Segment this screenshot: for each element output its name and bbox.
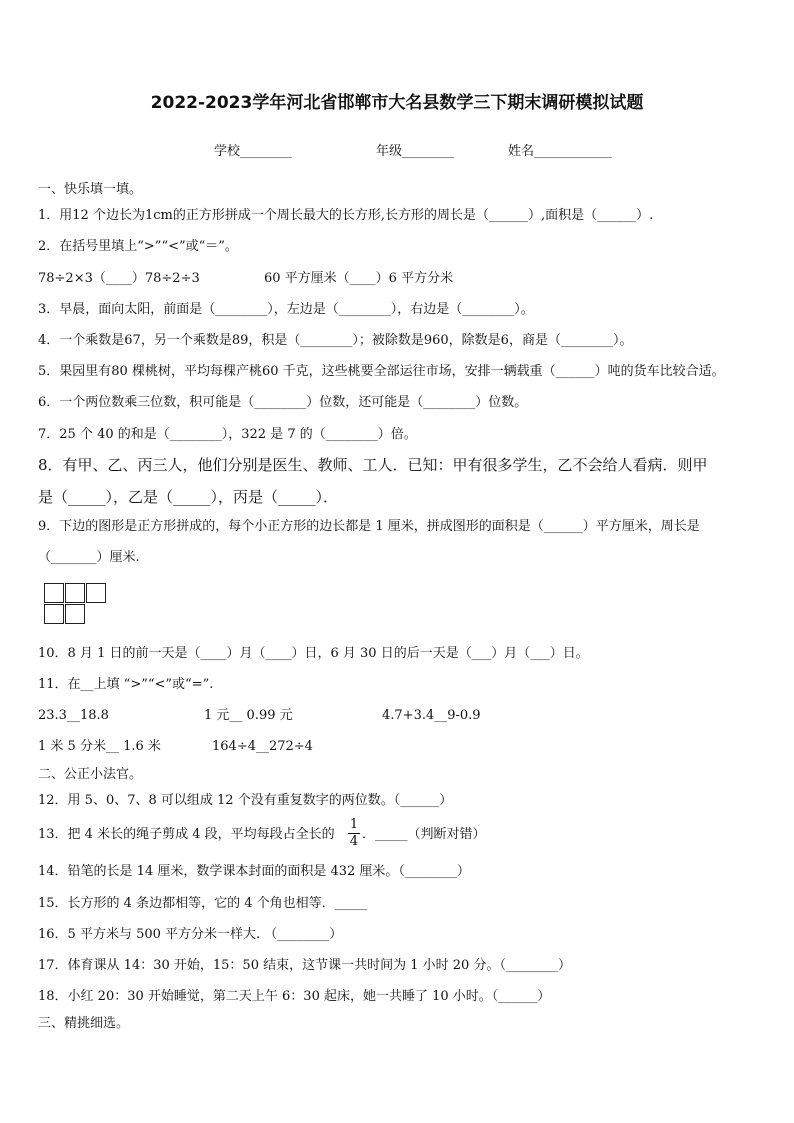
grid-square [44,604,64,624]
question-6: 6．一个两位数乘三位数，积可能是（________）位数，还可能是（________）位数。 [38,395,528,410]
question-11-item-c: 4.7+3.4__9-0.9 [382,708,481,723]
question-11-item-b: 1 元__ 0.99 元 [204,708,293,723]
question-3: 3．早晨，面向太阳，前面是（________），左边是（________），右边是（________）。 [38,302,534,317]
question-5: 5．果园里有80 棵桃树，平均每棵产桃60 千克，这些桃要全部运往市场，安排一辆载重（______）吨的货车比较合适。 [38,364,725,379]
question-11-item-a: 23.3__18.8 [38,708,109,723]
grade-field: 年级________ [376,144,455,159]
page-title: 2022-2023学年河北省邯郸市大名县数学三下期末调研模拟试题 [150,93,644,113]
question-7: 7．25 个 40 的和是（________），322 是 7 的（________）倍。 [38,427,417,442]
question-8-line-1: 8．有甲、乙、丙三人，他们分别是医生、教师、工人．已知：甲有很多学生，乙不会给人看病．则甲 [38,456,708,474]
question-11-item-d: 1 米 5 分米__ 1.6 米 [38,739,161,754]
section-heading-1: 一、快乐填一填。 [38,182,143,197]
question-1: 1．用12 个边长为1cm的正方形拼成一个周长最大的长方形,长方形的周长是（______）,面积是（______）. [38,208,654,223]
question-13-text: 13．把 4 米长的绳子剪成 4 段，平均每段占全长的 [38,827,335,842]
grid-square [65,604,85,624]
question-2-item-a: 78÷2×3（____）78÷2÷3 [38,271,200,286]
name-field: 姓名____________ [508,144,613,159]
section-heading-2: 二、公正小法官。 [38,767,143,782]
question-2: 2．在括号里填上“>”“<”或“＝”。 [38,239,238,254]
question-9-line-2: （_______）厘米. [38,550,140,565]
question-12: 12．用 5、0、7、8 可以组成 12 个没有重复数字的两位数。（______） [38,793,453,808]
fraction-denominator: 4 [349,834,359,849]
question-17: 17．体育课从 14：30 开始，15：50 结束，这节课一共时间为 1 小时 20 分。（________） [38,958,571,973]
question-15: 15．长方形的 4 条边都相等，它的 4 个角也相等．_____ [38,896,368,911]
question-11: 11．在__上填 “>”“<”或“=”. [38,677,214,692]
question-9-line-1: 9．下边的图形是正方形拼成的，每个小正方形的边长都是 1 厘米，拼成图形的面积是（______）平方厘米，周长是 [38,519,700,534]
square-figure [44,583,108,627]
question-10: 10．8 月 1 日的前一天是（____）月（____）日，6 月 30 日的后一天是（___）月（___）日。 [38,646,589,661]
grid-square [65,583,85,603]
question-2-item-b: 60 平方厘米（____）6 平方分米 [264,271,454,286]
question-13-suffix: ．_____（判断对错） [362,827,486,842]
fraction-one-quarter [348,818,360,849]
question-4: 4．一个乘数是67，另一个乘数是89，积是（________）；被除数是960，除数是6，商是（________）。 [38,333,633,348]
question-18: 18．小红 20：30 开始睡觉，第二天上午 6：30 起床，她一共睡了 10 小时。（______） [38,989,551,1004]
grid-square [44,583,64,603]
question-11-item-e: 164÷4__272÷4 [212,739,313,754]
question-8-line-2: 是（_____），乙是（_____），丙是（_____）． [38,488,339,506]
section-heading-3: 三、精挑细选。 [38,1016,130,1031]
fraction-numerator: 1 [349,817,359,832]
question-16: 16．5 平方米与 500 平方分米一样大. （________） [38,927,343,942]
question-14: 14．铅笔的长是 14 厘米，数学课本封面的面积是 432 厘米。（________） [38,864,470,879]
school-field: 学校________ [214,144,293,159]
grid-square [86,583,106,603]
